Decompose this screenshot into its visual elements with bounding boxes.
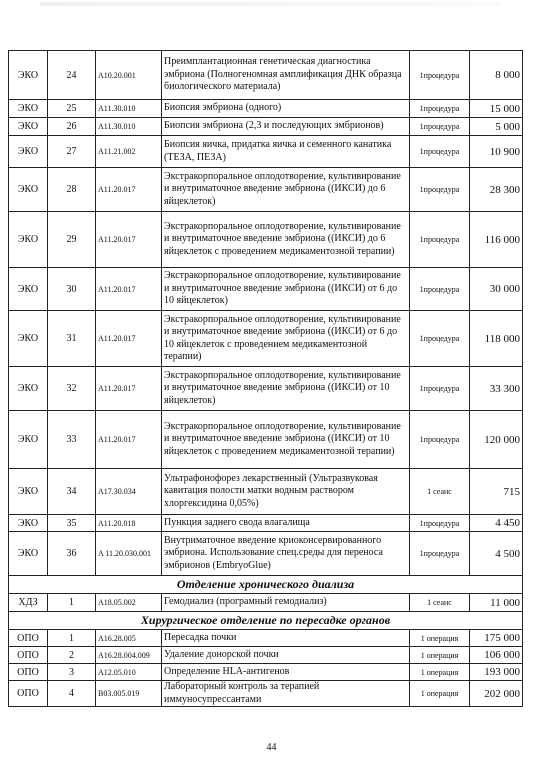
- department-code: ОПО: [9, 647, 48, 664]
- service-name: Биопсия эмбриона (одного): [162, 100, 410, 118]
- table-row: [9, 664, 523, 681]
- department-code: ЭКО: [9, 411, 48, 469]
- price-value: 33 300: [470, 367, 523, 411]
- unit-of-measure: 1процедура: [410, 311, 470, 367]
- price-list-body: [9, 51, 523, 707]
- row-number: 2: [48, 647, 96, 664]
- service-name: Биопсия яичка, придатка яичка и семенного канатика (ТЕЗА, ПЕЗА): [162, 136, 410, 168]
- department-code: ЭКО: [9, 118, 48, 136]
- table-row: [9, 100, 523, 118]
- table-row: [9, 532, 523, 576]
- service-name: Пункция заднего свода влагалища: [162, 515, 410, 532]
- service-name: Удаление донорской почки: [162, 647, 410, 664]
- department-code: ЭКО: [9, 469, 48, 515]
- table-row: [9, 681, 523, 707]
- section-heading-dialysis: Отделение хронического диализа: [9, 576, 523, 594]
- table-row: [9, 212, 523, 268]
- unit-of-measure: 1процедура: [410, 136, 470, 168]
- unit-of-measure: 1процедура: [410, 118, 470, 136]
- table-row: [9, 367, 523, 411]
- service-name: Экстракорпоральное оплодотворение, культивирование и внутриматочное введение эмбриона ((ИКСИ) от 10 яйцеклеток): [162, 367, 410, 411]
- price-value: 4 500: [470, 532, 523, 576]
- row-number: 29: [48, 212, 96, 268]
- price-value: 106 000: [470, 647, 523, 664]
- department-code: ОПО: [9, 681, 48, 707]
- service-code: A11.30.010: [96, 118, 162, 136]
- table-row: [9, 168, 523, 212]
- price-value: 116 000: [470, 212, 523, 268]
- row-number: 4: [48, 681, 96, 707]
- service-code: A18.05.002: [96, 594, 162, 612]
- service-name: Экстракорпоральное оплодотворение, культивирование и внутриматочное введение эмбриона ((ИКСИ) до 6 яйцеклеток с проведением медикаментозной терапии): [162, 212, 410, 268]
- unit-of-measure: 1 сеанс: [410, 594, 470, 612]
- row-number: 35: [48, 515, 96, 532]
- price-value: 5 000: [470, 118, 523, 136]
- service-name: Биопсия эмбриона (2,3 и последующих эмбрионов): [162, 118, 410, 136]
- service-code: A10.20.001: [96, 51, 162, 100]
- unit-of-measure: 1процедура: [410, 515, 470, 532]
- table-row: [9, 469, 523, 515]
- service-code: A11.20.017: [96, 311, 162, 367]
- row-number: 30: [48, 268, 96, 311]
- row-number: 28: [48, 168, 96, 212]
- row-number: 1: [48, 594, 96, 612]
- row-number: 27: [48, 136, 96, 168]
- price-value: 120 000: [470, 411, 523, 469]
- price-value: 4 450: [470, 515, 523, 532]
- price-value: 202 000: [470, 681, 523, 707]
- price-value: 10 900: [470, 136, 523, 168]
- table-row: [9, 118, 523, 136]
- service-code: A11.30.010: [96, 100, 162, 118]
- service-code: A11.20.017: [96, 268, 162, 311]
- service-code: A11.20.017: [96, 411, 162, 469]
- table-row: [9, 311, 523, 367]
- service-name: Экстракорпоральное оплодотворение, культивирование и внутриматочное введение эмбриона ((ИКСИ) от 6 до 10 яйцеклеток с проведением медикаментозной терапии): [162, 311, 410, 367]
- table-row: [9, 51, 523, 100]
- department-code: ЭКО: [9, 100, 48, 118]
- service-code: B03.005.019: [96, 681, 162, 707]
- service-name: Экстракорпоральное оплодотворение, культивирование и внутриматочное введение эмбриона ((ИКСИ) до 6 яйцеклеток): [162, 168, 410, 212]
- unit-of-measure: 1 операция: [410, 681, 470, 707]
- row-number: 31: [48, 311, 96, 367]
- price-value: 118 000: [470, 311, 523, 367]
- department-code: ОПО: [9, 664, 48, 681]
- department-code: ЭКО: [9, 212, 48, 268]
- table-row: [9, 647, 523, 664]
- service-code: A11.21.002: [96, 136, 162, 168]
- unit-of-measure: 1процедура: [410, 367, 470, 411]
- service-name: Преимплантационная генетическая диагностика эмбриона (Полногеномная амплификация ДНК образца биологического материала): [162, 51, 410, 100]
- service-code: A 11.20.030.001: [96, 532, 162, 576]
- department-code: ЭКО: [9, 515, 48, 532]
- department-code: ЭКО: [9, 168, 48, 212]
- service-name: Экстракорпоральное оплодотворение, культивирование и внутриматочное введение эмбриона ((ИКСИ) от 6 до 10 яйцеклеток): [162, 268, 410, 311]
- table-row: [9, 136, 523, 168]
- unit-of-measure: 1 операция: [410, 664, 470, 681]
- service-code: A11.20.017: [96, 168, 162, 212]
- table-row: [9, 630, 523, 647]
- price-value: 715: [470, 469, 523, 515]
- price-value: 30 000: [470, 268, 523, 311]
- row-number: 26: [48, 118, 96, 136]
- department-code: ЭКО: [9, 51, 48, 100]
- service-name: Внутриматочное введение криоконсервированного эмбриона. Использование спец.среды для переноса эмбрионов (EmbryoGlue): [162, 532, 410, 576]
- table-row: [9, 411, 523, 469]
- unit-of-measure: 1процедура: [410, 212, 470, 268]
- row-number: 25: [48, 100, 96, 118]
- department-code: ХДЗ: [9, 594, 48, 612]
- department-code: ЭКО: [9, 532, 48, 576]
- page-number: 44: [266, 742, 277, 753]
- service-name: Определение HLA-антигенов: [162, 664, 410, 681]
- section-heading-transplant-row: [9, 612, 523, 630]
- unit-of-measure: 1 операция: [410, 647, 470, 664]
- department-code: ЭКО: [9, 268, 48, 311]
- department-code: ЭКО: [9, 311, 48, 367]
- unit-of-measure: 1процедура: [410, 268, 470, 311]
- row-number: 1: [48, 630, 96, 647]
- service-code: A16.28.004.009: [96, 647, 162, 664]
- department-code: ЭКО: [9, 367, 48, 411]
- price-value: 28 300: [470, 168, 523, 212]
- department-code: ОПО: [9, 630, 48, 647]
- service-name: Гемодиализ (програмный гемодиализ): [162, 594, 410, 612]
- row-number: 36: [48, 532, 96, 576]
- service-code: A17.30.034: [96, 469, 162, 515]
- row-number: 33: [48, 411, 96, 469]
- service-code: A12.05.010: [96, 664, 162, 681]
- unit-of-measure: 1процедура: [410, 168, 470, 212]
- price-value: 15 000: [470, 100, 523, 118]
- price-list-table: [8, 50, 523, 707]
- service-code: A16.28.005: [96, 630, 162, 647]
- unit-of-measure: 1процедура: [410, 411, 470, 469]
- unit-of-measure: 1процедура: [410, 51, 470, 100]
- service-name: Лабораторный контроль за терапией иммуносупрессантами: [162, 681, 410, 707]
- unit-of-measure: 1 сеанс: [410, 469, 470, 515]
- service-name: Пересадка почки: [162, 630, 410, 647]
- service-code: A11.20.018: [96, 515, 162, 532]
- price-value: 11 000: [470, 594, 523, 612]
- section-heading-transplant: Хирургическое отделение по пересадке органов: [9, 612, 523, 630]
- row-number: 32: [48, 367, 96, 411]
- service-name: Ультрафонофорез лекарственный (Ультразвуковая кавитация полости матки водным раствором хлоргексидина 0,05%): [162, 469, 410, 515]
- row-number: 24: [48, 51, 96, 100]
- price-value: 175 000: [470, 630, 523, 647]
- section-heading-dialysis-row: [9, 576, 523, 594]
- table-row: [9, 515, 523, 532]
- price-value: 193 000: [470, 664, 523, 681]
- table-row: [9, 594, 523, 612]
- row-number: 34: [48, 469, 96, 515]
- row-number: 3: [48, 664, 96, 681]
- service-name: Экстракорпоральное оплодотворение, культивирование и внутриматочное введение эмбриона ((ИКСИ) от 10 яйцеклеток с проведением медикаментозной терапии): [162, 411, 410, 469]
- page-top-edge: [40, 2, 500, 6]
- unit-of-measure: 1процедура: [410, 532, 470, 576]
- service-code: A11.20.017: [96, 212, 162, 268]
- table-row: [9, 268, 523, 311]
- unit-of-measure: 1 операция: [410, 630, 470, 647]
- price-value: 8 000: [470, 51, 523, 100]
- service-code: A11.20.017: [96, 367, 162, 411]
- department-code: ЭКО: [9, 136, 48, 168]
- unit-of-measure: 1процедура: [410, 100, 470, 118]
